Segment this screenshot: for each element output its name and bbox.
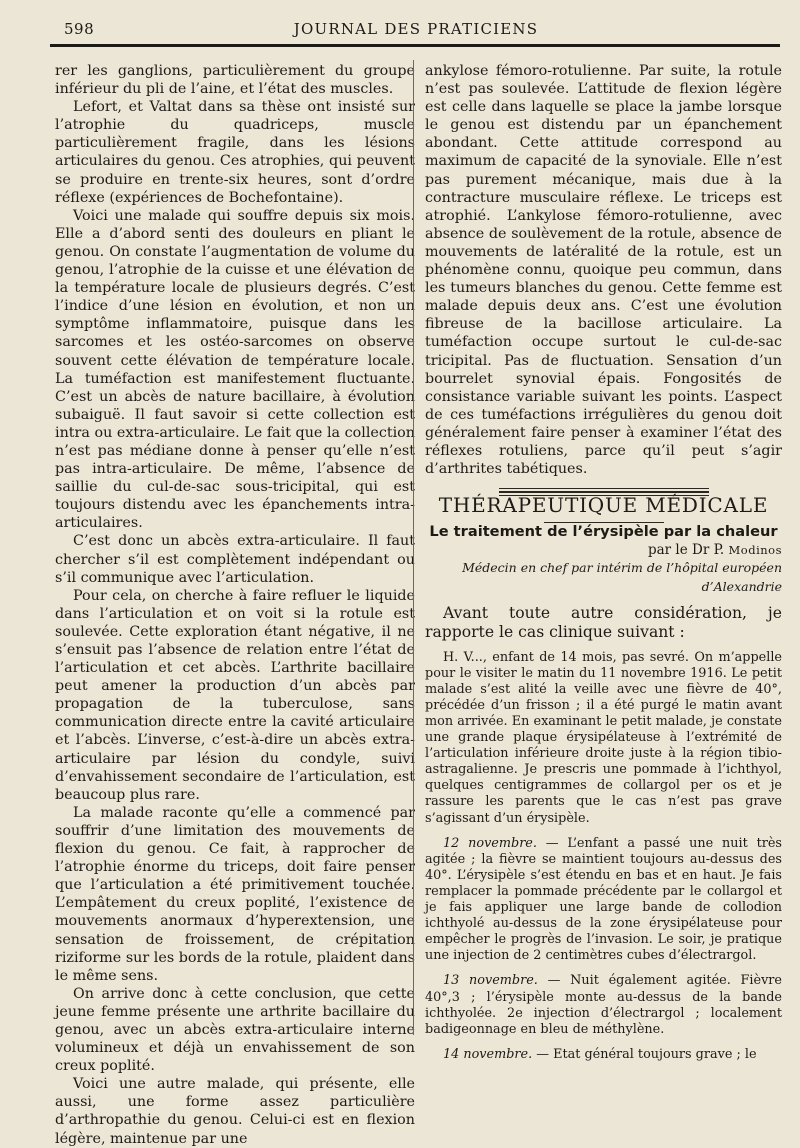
entry-text: — L’enfant a passé une nuit très agitée ; la fièvre se maintient toujours au-dessus des 40°. L’érysipèle s’est étendu en bas et en haut. Je fais remplacer la pommade précédente par le collargol et je fais appliquer une large bande de collodion ichthyolé au-dessus de la zone érysipélateuse pour empêcher le progrès de l’invasion. Le soir, je pratique une injection de 2 centimètres cubes d’électrargol. — [425, 835, 782, 964]
entry-text: — Etat général toujours grave ; le — [532, 1046, 757, 1062]
journal-entry — [425, 1047, 782, 1063]
paragraph: Lefort, et Valtat dans sa thèse ont insisté sur l’atrophie du quadriceps, muscle particulièrement fragile, dans les lésions articulaires du genou. Ces atrophies, qui peuvent se produire en trente-six heures, sont d’ordre réflexe (expériences de Bochefontaine). — [55, 99, 415, 206]
page-number: 598 — [64, 20, 95, 38]
column-divider — [413, 60, 414, 1035]
running-head: JOURNAL DES PRATICIENS — [293, 20, 539, 38]
section-title: THÉRAPEUTIQUE MÉDICALE — [438, 493, 769, 518]
author-line — [425, 541, 782, 559]
paragraph: Voici une malade qui souffre depuis six mois. Elle a d’abord senti des douleurs en pliant le genou. On constate l’augmentation de volume du genou, l’atrophie de la cuisse et une élévation de la température locale de plusieurs degrés. C’est l’indice d’une lésion en évolution, et non un symptôme inflammatoire, puisque dans les sarcomes et les ostéo-sarcomes on observe souvent cette élévation de température locale. La tuméfaction est manifestement fluctuante. C’est un abcès de nature bacillaire, à évolution subaiguë. Il faut savoir si cette collection est intra ou extra-articulaire. Le fait que la collection n’est pas médiane donne à penser qu’elle n’est pas intra-articulaire. De même, l’absence de saillie du cul-de-sac sous-tricipital, qui est toujours distendu avec les épanchements intra-articulaires. — [55, 207, 415, 532]
paragraph: La malade raconte qu’elle a commencé par souffrir d’une limitation des mouvements de flexion du genou. Ce fait, à rapprocher de l’atrophie énorme du triceps, doit faire penser que l’articulation a été primitivement touchée. L’empâtement du creux poplité, l’existence de mouvements anormaux d’hyperextension, une sensation de froissement, de crépitation riziforme sur les bords de la rotule, plaident dans le même sens. — [55, 804, 415, 984]
paragraph: rer les ganglions, particulièrement du groupe inférieur du pli de l’aine, et l’état des muscles. — [55, 63, 415, 98]
paragraph: On arrive donc à cette conclusion, que cette jeune femme présente une arthrite bacillaire du genou, avec un abcès extra-articulaire interne volumineux et déjà un envahissement de son creux poplité. — [55, 985, 415, 1075]
paragraph: Voici une autre malade, qui présente, elle aussi, une forme assez particulière d’arthropathie du genou. Celui-ci est en flexion légère, maintenue par une — [55, 1076, 415, 1147]
entry-date: 13 novembre. — [443, 973, 538, 989]
paragraph: ankylose fémoro-rotulienne. Par suite, la rotule n’est pas soulevée. L’attitude de flexion légère est celle dans laquelle se place la jambe lorsque le genou est distendu par un épanchement abondant. Cette attitude correspond au maximum de capacité de la synoviale. Elle n’est pas purement mécanique, mais due à la contracture musculaire réflexe. Le triceps est atrophié. L’ankylose fémoro-rotulienne, avec absence de soulèvement de la rotule, absence de mouvements de latéralité de la rotule, est un phénomène connu, quoique peu commun, dans les tumeurs blanches du genou. Cette femme est malade depuis deux ans. C’est une évolution fibreuse de la bacillose articulaire. La tuméfaction occupe surtout le cul-de-sac tricipital. Pas de fluctuation. Sensation d’un bourrelet synovial épais. Fongosités de consistance variable suivant les points. L’aspect de ces tuméfactions irrégulières du genou doit généralement faire penser à examiner l’état des réflexes rotuliens, parce qu’il peut s’agir d’arthrites tabétiques. — [425, 63, 782, 478]
paragraph: C’est donc un abcès extra-articulaire. Il faut chercher s’il est complètement indépendant ou s’il communique avec l’articulation. — [55, 533, 415, 586]
lead-paragraph: Avant toute autre considération, je rapporte le cas clinique suivant : — [425, 603, 782, 641]
author-prefix: par le Dr P. — [647, 542, 725, 559]
entry-date: 14 novembre. — [443, 1046, 533, 1062]
journal-entry — [425, 836, 782, 965]
author-affiliation: Médecin en chef par intérim de l’hôpital européen d’Alexandrie — [462, 560, 782, 594]
header-rule — [50, 44, 780, 47]
author-name: Modinos — [728, 543, 782, 558]
left-column — [55, 62, 415, 1148]
case-paragraph: H. V..., enfant de 14 mois, pas sevré. On m’appelle pour le visiter le matin du 11 novembre 1916. Le petit malade s’est alité la veille avec une fièvre de 40°, précédée d’un frisson ; il a été purgé le matin avant mon arrivée. En examinant le petit malade, je constate une grande plaque érysipélateuse à l’extrémité de l’articulation inférieure droite juste à la région tibio-astragalienne. Je prescris une pommade à l’ichthyol, quelques centigrammes de collargol per os et je rassure les parents que le cas n’est pas grave s’agissant d’un érysipèle. — [425, 649, 782, 826]
journal-entry — [425, 973, 782, 1037]
article-title: Le traitement de l’érysipèle par la chaleur — [429, 523, 778, 541]
page-header — [56, 18, 776, 42]
paragraph: Pour cela, on cherche à faire refluer le liquide dans l’articulation et on voit si la rotule est soulevée. Cette exploration étant négative, il ne s’ensuit pas l’absence de relation entre l’état de l’articulation et cet abcès. L’arthrite bacillaire peut amener la production d’un abcès par propagation de la tuberculose, sans communication directe entre la cavité articulaire et l’abcès. L’inverse, c’est-à-dire un abcès extra-articulaire par lésion du condyle, suivi d’envahissement secondaire de l’articulation, est beaucoup plus rare. — [55, 587, 415, 803]
right-column — [425, 62, 782, 1063]
entry-date: 12 novembre. — [443, 835, 537, 851]
entry-text: — Nuit également agitée. Fièvre 40°,3 ; l’érysipèle monte au-dessus de la bande ichthyolée. 2e injection d’électrargol ; localement badigeonnage en bleu de méthylène. — [425, 973, 782, 1037]
ornamental-rule — [499, 488, 709, 496]
